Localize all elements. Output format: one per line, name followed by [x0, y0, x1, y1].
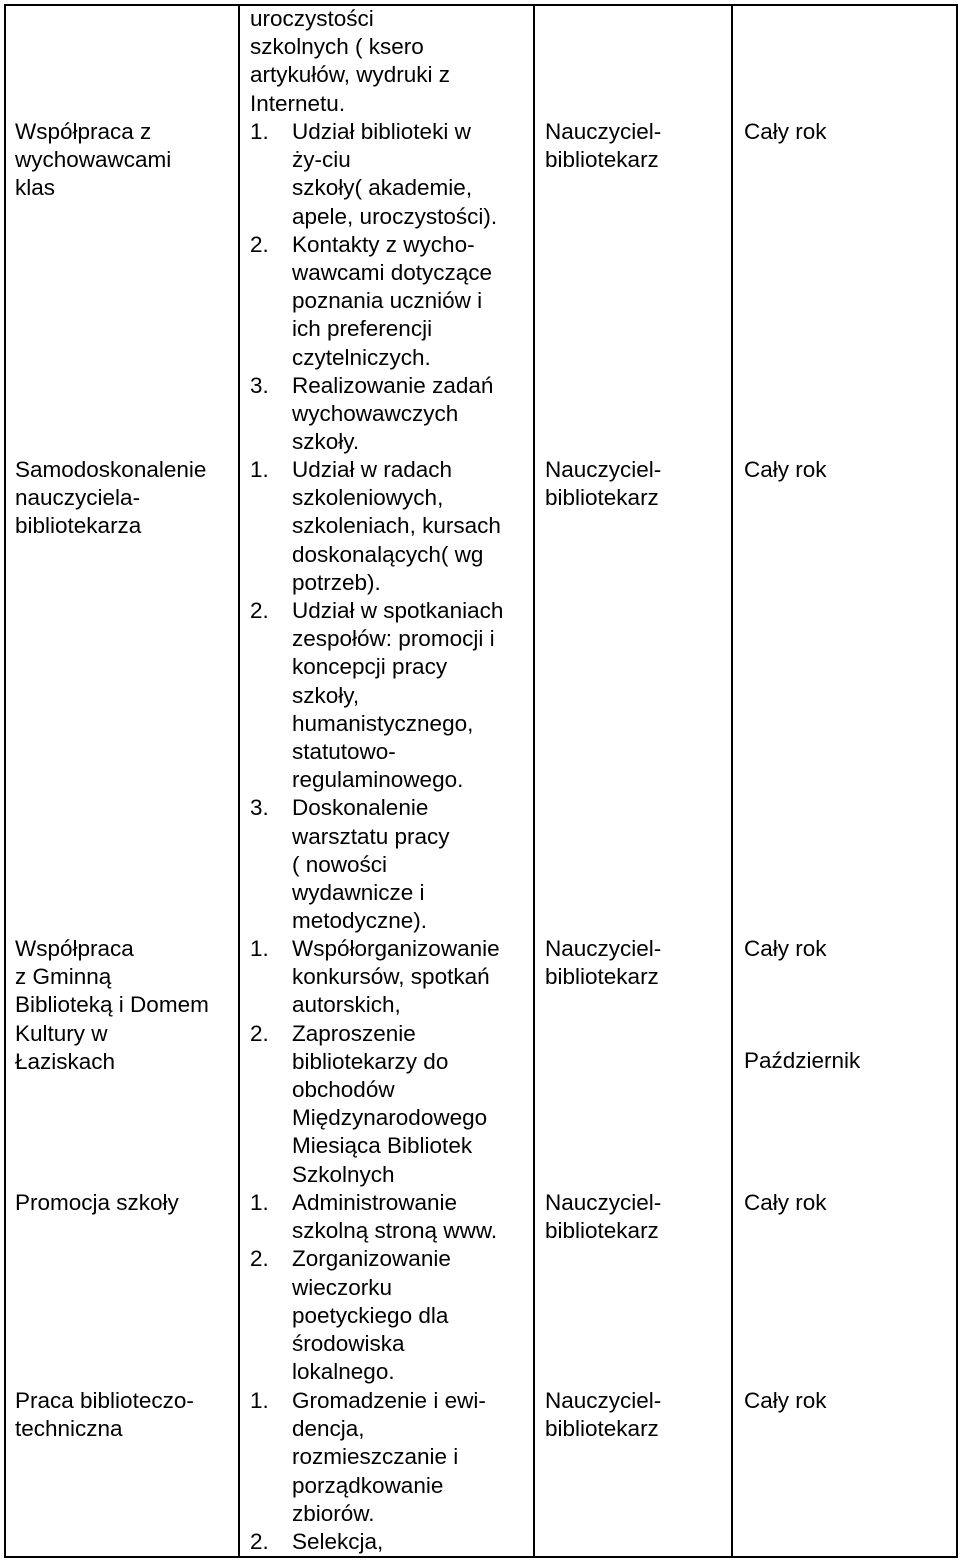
tasks-cell	[250, 1387, 535, 1556]
responsible-cell: Nauczyciel- bibliotekarz	[545, 119, 662, 173]
table-border-bottom	[4, 1556, 958, 1558]
term-cell: Cały rok	[744, 457, 827, 482]
table-border-right	[956, 4, 958, 1558]
list-item: 3. Realizowanie zadań wychowawczych szkoły.	[250, 372, 494, 455]
term-cell: Cały rok	[744, 1388, 827, 1413]
list-item: 2. Udział w spotkaniach zespołów: promocji i koncepcji pracy szkoły, humanistycznego, statutowo- regulaminowego.	[250, 598, 504, 793]
term-cell: Cały rok	[744, 119, 827, 144]
column-divider-1	[238, 4, 240, 1558]
column-divider-3	[731, 4, 733, 1558]
tasks-cell	[250, 1189, 535, 1386]
term-cell: Cały rok	[744, 1190, 827, 1215]
list-item: 2. Kontakty z wycho- wawcami dotyczące poznania uczniów i ich preferencji czytelniczych.	[250, 231, 493, 370]
tasks-cell	[250, 935, 535, 1189]
responsible-cell: Nauczyciel- bibliotekarz	[545, 457, 662, 511]
term-cell-month: Październik	[744, 1048, 861, 1073]
area-cell: Współpraca z wychowawcami klas	[15, 119, 172, 201]
continuation-text: uroczystości szkolnych ( ksero artykułów, wydruki z Internetu.	[250, 6, 451, 116]
area-cell: Promocja szkoły	[15, 1190, 179, 1215]
area-cell: Samodoskonalenie nauczyciela- bibliotekarza	[15, 457, 207, 539]
list-item: 2. Zaproszenie bibliotekarzy do obchodów Międzynarodowego Miesiąca Bibliotek Szkolnych	[250, 1020, 488, 1187]
area-cell: Praca biblioteczo- techniczna	[15, 1388, 194, 1442]
table-row	[250, 5, 535, 118]
list-item: 2. Zorganizowanie wieczorku poetyckiego dla środowiska lokalnego.	[250, 1246, 451, 1385]
list-item: 1. Gromadzenie i ewi- dencja, rozmieszczanie i porządkowanie zbiorów.	[250, 1388, 486, 1526]
responsible-cell: Nauczyciel- bibliotekarz	[545, 1388, 662, 1442]
tasks-cell	[250, 456, 535, 935]
list-item: 2. Selekcja,	[250, 1529, 384, 1555]
list-item: 1. Administrowanie szkolną stroną www.	[250, 1190, 498, 1244]
list-item: 1. Współorganizowanie konkursów, spotkań autorskich,	[250, 936, 500, 1018]
table-border-left	[4, 4, 6, 1558]
responsible-cell: Nauczyciel- bibliotekarz	[545, 936, 662, 990]
area-cell: Współpraca z Gminną Biblioteką i Domem Kultury w Łaziskach	[15, 936, 209, 1074]
term-cell: Cały rok	[744, 936, 827, 961]
list-item: 3. Doskonalenie warsztatu pracy ( nowości wydawnicze i metodyczne).	[250, 795, 450, 934]
list-item: 1. Udział biblioteki w ży-ciu szkoły( akademie, apele, uroczystości).	[250, 119, 498, 229]
responsible-cell: Nauczyciel- bibliotekarz	[545, 1190, 662, 1244]
list-item: 1. Udział w radach szkoleniowych, szkoleniach, kursach doskonalących( wg potrzeb).	[250, 457, 501, 595]
tasks-cell	[250, 118, 535, 456]
